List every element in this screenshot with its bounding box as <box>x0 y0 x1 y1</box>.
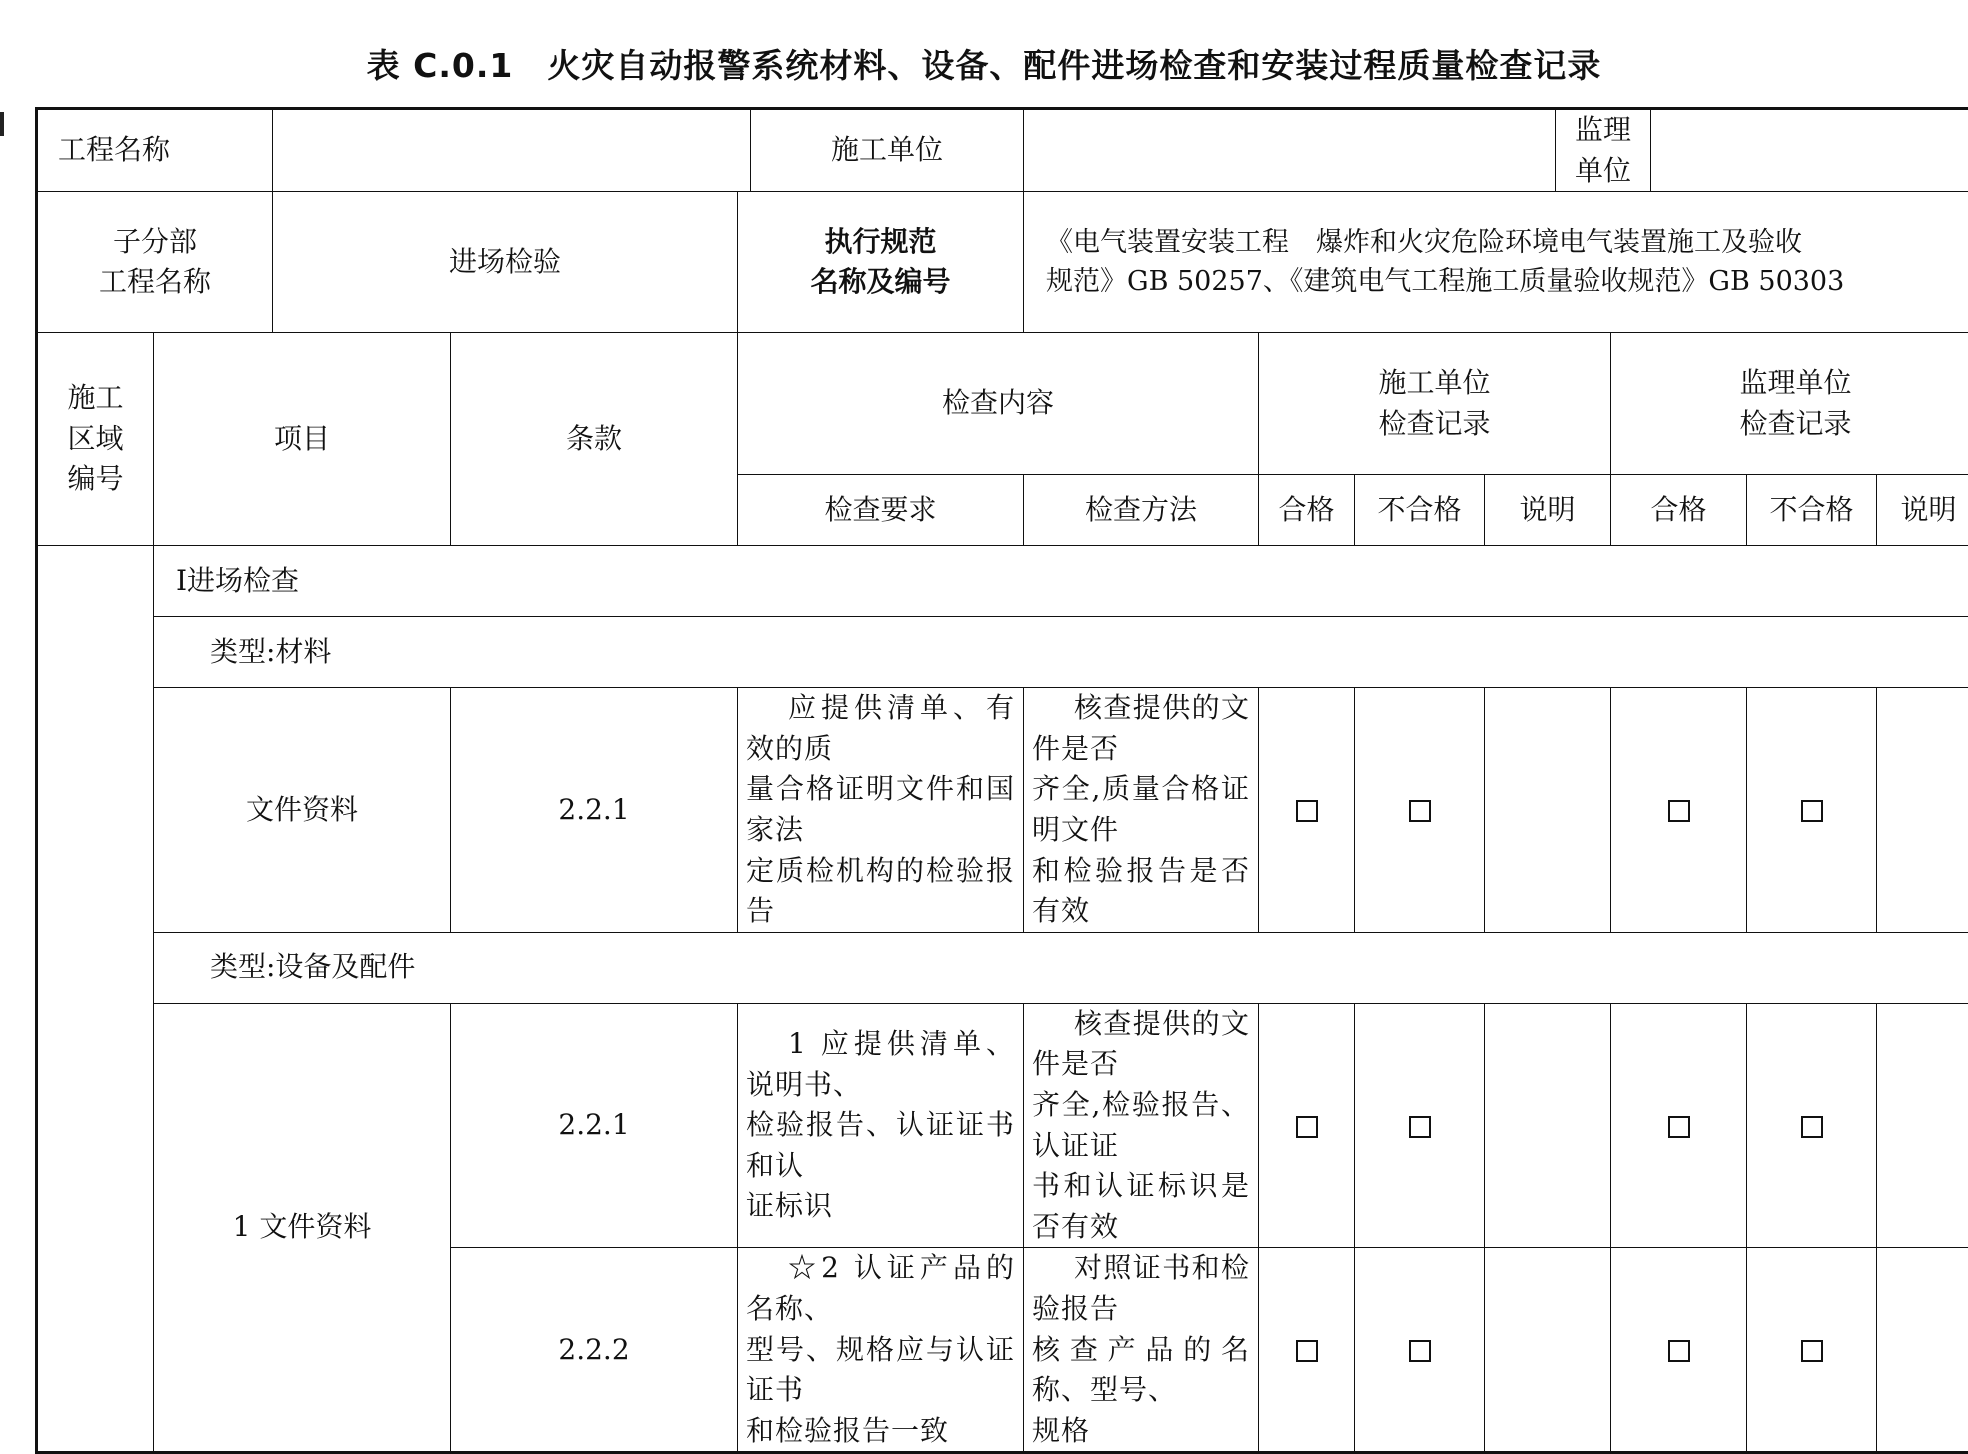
req-line: 定质检机构的检验报告 <box>746 851 1015 932</box>
supervision-fail-checkbox[interactable] <box>1801 1116 1823 1138</box>
construction-note-cell[interactable] <box>1485 1248 1611 1453</box>
supervision-fail-cell <box>1747 688 1877 933</box>
row-requirement <box>738 688 1024 933</box>
construction-record-header <box>1259 333 1611 475</box>
section-heading: Ⅰ进场检查 <box>154 546 1968 617</box>
supervision-pass-checkbox[interactable] <box>1668 1116 1690 1138</box>
supervision-fail-cell <box>1747 1248 1877 1453</box>
supervision-unit-label: 监理单位 <box>1556 109 1651 192</box>
subproject-label-line2: 工程名称 <box>44 262 266 303</box>
area-number-header <box>37 333 154 546</box>
construction-pass-checkbox[interactable] <box>1296 1116 1318 1138</box>
supervision-fail-checkbox[interactable] <box>1801 800 1823 822</box>
project-name-label: 工程名称 <box>37 109 273 192</box>
req-line: 应提供清单、有效的质 <box>746 688 1015 769</box>
req-line: 1 应提供清单、说明书、 <box>746 1024 1015 1105</box>
standard-value-line2: 规范》GB 50257、《建筑电气工程施工质量验收规范》GB 50303 <box>1046 262 1968 301</box>
area-header-line2: 区域 <box>44 419 147 460</box>
subproject-value: 进场检验 <box>273 192 738 333</box>
row-clause: 2.2.2 <box>451 1248 738 1453</box>
standard-value-line1: 《电气装置安装工程 爆炸和火灾危险环境电气装置施工及验收 <box>1046 223 1968 262</box>
supervision-fail-header: 不合格 <box>1747 475 1877 546</box>
construction-pass-cell <box>1259 688 1355 933</box>
supervision-pass-cell <box>1611 1248 1747 1453</box>
req-line: 证标识 <box>746 1186 1015 1227</box>
method-line: 和检验报告是否有效 <box>1032 851 1250 932</box>
standard-label-line2: 名称及编号 <box>744 262 1017 303</box>
supervision-record-line1: 监理单位 <box>1617 363 1968 404</box>
standard-value <box>1024 192 1968 333</box>
area-header-line1: 施工 <box>44 378 147 419</box>
construction-record-line1: 施工单位 <box>1265 363 1604 404</box>
req-line: 型号、规格应与认证证书 <box>746 1330 1015 1411</box>
header-row-subproject <box>37 192 1968 333</box>
method-line: 核查产品的名称、型号、 <box>1032 1330 1250 1411</box>
construction-fail-checkbox[interactable] <box>1409 1116 1431 1138</box>
supervision-note-cell[interactable] <box>1877 1003 1968 1248</box>
method-line: 核查提供的文件是否 <box>1032 688 1250 769</box>
supervision-note-header: 说明 <box>1877 475 1968 546</box>
construction-note-cell[interactable] <box>1485 688 1611 933</box>
requirement-header: 检查要求 <box>738 475 1024 546</box>
construction-fail-checkbox[interactable] <box>1409 800 1431 822</box>
construction-pass-cell <box>1259 1248 1355 1453</box>
construction-note-cell[interactable] <box>1485 1003 1611 1248</box>
construction-fail-checkbox[interactable] <box>1409 1340 1431 1362</box>
clause-header: 条款 <box>451 333 738 546</box>
column-header-row-1 <box>37 333 1968 475</box>
table-title: 表 C.0.1 火灾自动报警系统材料、设备、配件进场检查和安装过程质量检查记录 <box>0 40 1968 87</box>
row-item: 1 文件资料 <box>154 1003 451 1453</box>
supervision-pass-cell <box>1611 1003 1747 1248</box>
quality-inspection-table <box>35 107 1968 1454</box>
req-line: 和检验报告一致 <box>746 1411 1015 1452</box>
project-name-value <box>273 109 751 192</box>
type-row-equipment <box>37 932 1968 1003</box>
table-row <box>37 688 1968 933</box>
method-header: 检查方法 <box>1024 475 1259 546</box>
standard-label-line1: 执行规范 <box>744 222 1017 263</box>
construction-fail-cell <box>1355 688 1485 933</box>
row-requirement <box>738 1003 1024 1248</box>
construction-fail-header: 不合格 <box>1355 475 1485 546</box>
row-method <box>1024 688 1259 933</box>
supervision-note-cell[interactable] <box>1877 688 1968 933</box>
construction-fail-cell <box>1355 1248 1485 1453</box>
construction-pass-checkbox[interactable] <box>1296 800 1318 822</box>
inspection-content-header: 检查内容 <box>738 333 1259 475</box>
supervision-record-line2: 检查记录 <box>1617 404 1968 445</box>
method-line: 齐全,质量合格证明文件 <box>1032 769 1250 850</box>
subproject-label <box>37 192 273 333</box>
supervision-fail-checkbox[interactable] <box>1801 1340 1823 1362</box>
subproject-label-line1: 子分部 <box>44 222 266 263</box>
req-line: ☆2 认证产品的名称、 <box>746 1248 1015 1329</box>
supervision-record-header <box>1611 333 1968 475</box>
method-line: 对照证书和检验报告 <box>1032 1248 1250 1329</box>
method-line: 规格 <box>1032 1411 1250 1452</box>
method-line: 核查提供的文件是否 <box>1032 1004 1250 1085</box>
type-row-material <box>37 617 1968 688</box>
supervision-pass-header: 合格 <box>1611 475 1747 546</box>
row-item: 文件资料 <box>154 688 451 933</box>
supervision-pass-checkbox[interactable] <box>1668 800 1690 822</box>
type-equipment-label: 类型:设备及配件 <box>154 932 1968 1003</box>
method-line: 书和认证标识是否有效 <box>1032 1166 1250 1247</box>
construction-note-header: 说明 <box>1485 475 1611 546</box>
construction-unit-label: 施工单位 <box>751 109 1024 192</box>
supervision-unit-value <box>1651 109 1968 192</box>
supervision-pass-checkbox[interactable] <box>1668 1340 1690 1362</box>
section-row <box>37 546 1968 617</box>
construction-record-line2: 检查记录 <box>1265 404 1604 445</box>
req-line: 量合格证明文件和国家法 <box>746 769 1015 850</box>
row-method <box>1024 1248 1259 1453</box>
method-line: 齐全,检验报告、认证证 <box>1032 1085 1250 1166</box>
item-header: 项目 <box>154 333 451 546</box>
area-number-cell <box>37 546 154 1453</box>
supervision-pass-cell <box>1611 688 1747 933</box>
row-clause: 2.2.1 <box>451 1003 738 1248</box>
construction-pass-checkbox[interactable] <box>1296 1340 1318 1362</box>
construction-pass-header: 合格 <box>1259 475 1355 546</box>
type-material-label: 类型:材料 <box>154 617 1968 688</box>
page-edge-mark <box>0 112 4 136</box>
construction-pass-cell <box>1259 1003 1355 1248</box>
standard-label <box>738 192 1024 333</box>
construction-fail-cell <box>1355 1003 1485 1248</box>
row-method <box>1024 1003 1259 1248</box>
header-row-project <box>37 109 1968 192</box>
area-header-line3: 编号 <box>44 459 147 500</box>
row-clause: 2.2.1 <box>451 688 738 933</box>
table-row <box>37 1003 1968 1248</box>
row-requirement <box>738 1248 1024 1453</box>
construction-unit-value <box>1024 109 1556 192</box>
req-line: 检验报告、认证证书和认 <box>746 1105 1015 1186</box>
supervision-note-cell[interactable] <box>1877 1248 1968 1453</box>
supervision-fail-cell <box>1747 1003 1877 1248</box>
